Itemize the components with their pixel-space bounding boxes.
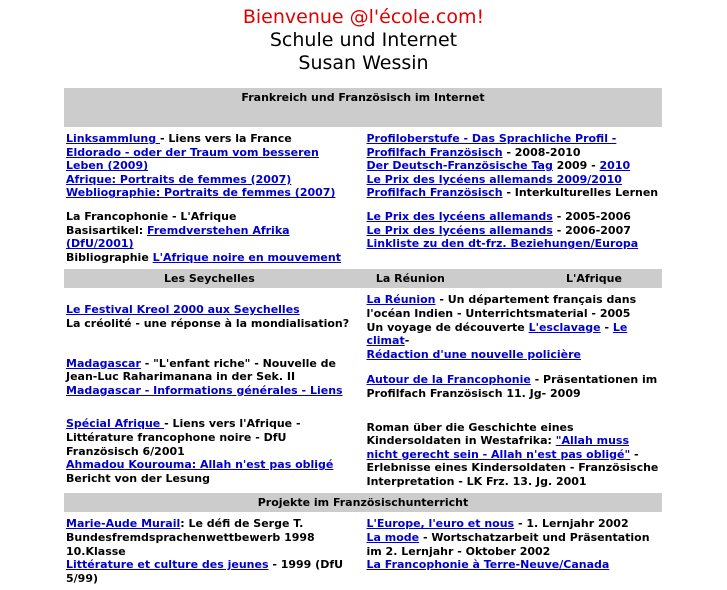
tag-2010-link[interactable]: 2010 [599, 159, 631, 173]
section2-right-cell [365, 291, 663, 490]
section-header-regions [64, 269, 662, 288]
litterature-jeunes-link[interactable]: Littérature et culture des jeunes [66, 558, 269, 572]
tab-reunion: La Réunion [375, 272, 445, 286]
tab-seychelles: Les Seychelles [164, 272, 255, 286]
europe-euro-link[interactable]: L'Europe, l'euro et nous [366, 517, 515, 531]
terre-neuve-link[interactable]: La Francophonie à Terre-Neuve/Canada [366, 558, 610, 572]
section2-left-cell [64, 291, 362, 490]
site-title: Bienvenue @l'école.com! [242, 6, 485, 28]
linksammlung-link[interactable]: Linksammlung [66, 132, 160, 145]
prix-links: Le Prix des lycéens allemands - 2005-2006 Le Prix des lycéens allemands - 2006-2007 Linkliste zu den dt-frz. Beziehungen/Europa [366, 209, 639, 251]
link-list-france: Linksammlung - Liens vers la France Eldorado - oder der Traum vom besseren Leben (2009) Afrique: Portraits de femmes (2007) Webliographie: Portraits de femmes (2007) [66, 132, 336, 200]
madagascar-block: Madagascar - "L'enfant riche" - Nouvelle de Jean-Luc Raharimanana in der Sek. II Madagascar - Informations générales - Liens [66, 356, 343, 397]
section3-left-cell: Marie-Aude Murail: Le défi de Serge T. Bundesfremdsprachenwettbewerb 1998 10.Klasse Littérature et culture des jeunes - 1999 (DfU 5/99) [66, 517, 344, 585]
murail-link[interactable]: Marie-Aude Murail [66, 517, 181, 531]
section-header-france: Frankreich und Französisch im Internet [64, 88, 662, 127]
deutsch-franz-tag-link[interactable]: Der Deutsch-Französische Tag [366, 159, 553, 173]
autour-francophonie-link[interactable]: Autour de la Francophonie [366, 373, 531, 387]
section1-right-cell [365, 130, 663, 266]
esclavage-link[interactable]: L'esclavage [528, 320, 601, 334]
linkliste-europa-link[interactable]: Linkliste zu den dt-frz. Beziehungen/Europa [366, 237, 639, 251]
tab-afrique: L'Afrique [565, 272, 622, 286]
afrique-block: Spécial Afrique - Liens vers l'Afrique - Littérature francophone noire - DfU Französisch 6/2001 Ahmadou Kourouma: Allah n'est pas obligé Bericht von der Lesung [66, 417, 334, 485]
site-subtitle: Schule und Internet [269, 29, 458, 51]
kourouma-link[interactable]: Ahmadou Kourouma: Allah n'est pas obligé [66, 458, 334, 472]
redaction-link[interactable]: Rédaction d'une nouvelle policière [366, 347, 581, 361]
festival-kreol-link[interactable]: Le Festival Kreol 2000 aux Seychelles [66, 303, 300, 317]
reunion-block: La Réunion - Un département français dans l'océan Indien - Unterrichtsmaterial - 2005 Un voyage de découverte L'esclavage - Le climat- Rédaction d'une nouvelle policière [366, 293, 637, 361]
madagascar-link[interactable]: Madagascar [66, 356, 141, 370]
fremdverstehen-link[interactable]: Fremdverstehen Afrika (DfU/2001) [66, 223, 290, 251]
prix-lyceens-2005-link[interactable]: Le Prix des lycéens allemands [366, 209, 553, 223]
kindersoldaten-block: Roman über die Geschichte eines Kindersoldaten in Westafrika: "Allah muss nicht gerecht sein - Allah n'est pas obligé" - Erlebnisse eines Kindersoldaten - Französische Interpretation - LK Frz. 13. Jg. 2001 [366, 420, 659, 488]
la-mode-link[interactable]: La mode [366, 531, 420, 545]
profiloberstufe-link[interactable]: Profiloberstufe - Das Sprachliche Profil -Profilfach Französisch [366, 132, 617, 159]
section-header-projekte: Projekte im Französischunterricht [64, 493, 662, 512]
section3-right-cell: L'Europe, l'euro et nous - 1. Lernjahr 2002 La mode - Wortschatzarbeit und Präsentation im 2. Lernjahr - Oktober 2002 La Francophonie à Terre-Neuve/Canada [366, 517, 650, 572]
prix-lyceens-2006-link[interactable]: Le Prix des lycéens allemands [366, 223, 553, 237]
prix-lyceens-2009-link[interactable]: Le Prix des lycéens allemands 2009/2010 [366, 172, 622, 186]
site-author: Susan Wessin [298, 52, 429, 74]
reunion-link[interactable]: La Réunion [366, 293, 436, 307]
profilfach-link[interactable]: Profilfach Französisch [366, 186, 503, 200]
allah-link[interactable]: "Allah muss nicht gerecht sein - Allah n'est pas obligé" [366, 434, 631, 461]
section1-left-cell [64, 130, 362, 266]
madagascar-info-link[interactable]: Madagascar - Informations générales - Liens [66, 383, 343, 397]
afrique-noire-link[interactable]: L'Afrique noire en mouvement [152, 250, 341, 264]
special-afrique-link[interactable]: Spécial Afrique [66, 417, 165, 431]
climat-link[interactable]: Le climat [366, 320, 628, 348]
eldorado-link[interactable]: Eldorado - oder der Traum vom besseren Leben (2009) [66, 145, 319, 173]
content-table [61, 85, 665, 590]
francophonie-block: Autour de la Francophonie - Präsentationen im Profilfach Französisch 11. Jg- 2009 [366, 373, 658, 400]
afrique-resources: La Francophonie - L'Afrique Basisartikel: Fremdverstehen Afrika (DfU/2001) Bibliographie L'Afrique noire en mouvement [66, 209, 341, 264]
profil-links: Profiloberstufe - Das Sprachliche Profil -Profilfach Französisch - 2008-2010 Der Deutsch-Französische Tag 2009 - 2010 Le Prix des lycéens allemands 2009/2010 Profilfach Französisch - Interkulturelles Lernen [366, 132, 659, 200]
portraits-femmes-link[interactable]: Afrique: Portraits de femmes (2007) [66, 172, 292, 186]
seychelles-block: Le Festival Kreol 2000 aux Seychelles La créolité - une réponse à la mondialisation? [66, 303, 350, 330]
webliographie-link[interactable]: Webliographie: Portraits de femmes (2007) [66, 186, 336, 200]
